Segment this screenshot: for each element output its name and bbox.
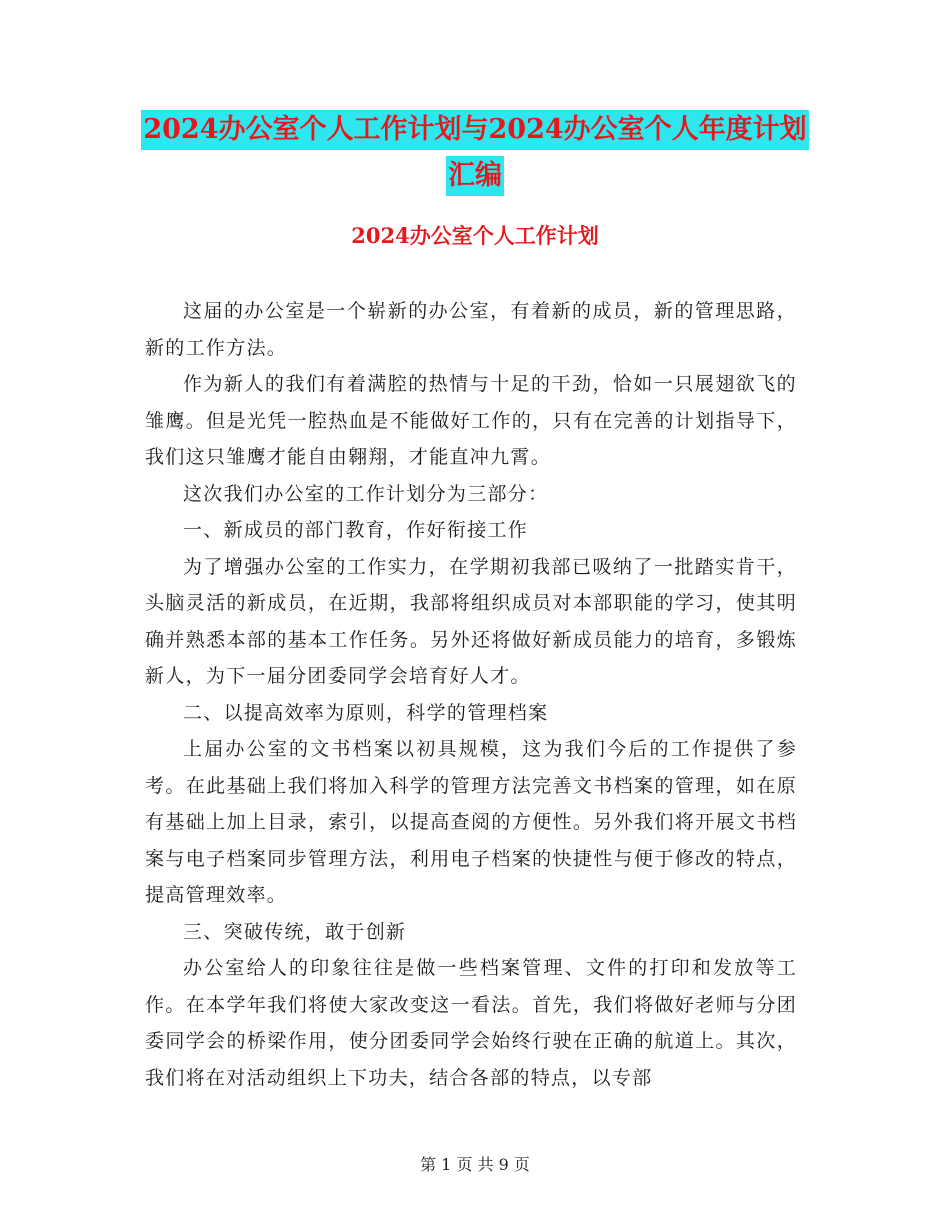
- document-title: [0, 110, 950, 196]
- paragraph: 这次我们办公室的工作计划分为三部分：: [183, 482, 549, 505]
- paragraph: 这届的办公室是一个崭新的办公室，有着新的成员，新的管理思路，新的工作方法。: [145, 300, 797, 359]
- paragraph: 作为新人的我们有着满腔的热情与十足的干劲，恰如一只展翅欲飞的雏鹰。但是光凭一腔热血是不能做好工作的，只有在完善的计划指导下，我们这只雏鹰才能自由翱翔，才能直冲九霄。: [145, 373, 797, 468]
- paragraph: 为了增强办公室的工作实力，在学期初我部已吸纳了一批踏实肯干，头脑灵活的新成员，在近期，我部将组织成员对本部职能的学习，使其明确并熟悉本部的基本工作任务。另外还将做好新成员能力的培育，多锻炼新人，为下一届分团委同学会培育好人才。: [145, 555, 797, 687]
- paragraph-heading: 二、以提高效率为原则，科学的管理档案: [183, 701, 549, 724]
- paragraph-heading: 三、突破传统，敢于创新: [183, 920, 407, 943]
- paragraph: 办公室给人的印象往往是做一些档案管理、文件的打印和发放等工作。在本学年我们将使大家改变这一看法。首先，我们将做好老师与分团委同学会的桥梁作用，使分团委同学会始终行驶在正确的航道上。其次，我们将在对活动组织上下功夫，结合各部的特点，以专部: [145, 957, 797, 1089]
- paragraph-heading: 一、新成员的部门教育，作好衔接工作: [183, 519, 529, 541]
- paragraph: 上届办公室的文书档案以初具规模，这为我们今后的工作提供了参考。在此基础上我们将加入科学的管理方法完善文书档案的管理，如在原有基础上加上目录，索引，以提高查阅的方便性。另外我们将开展文书档案与电子档案同步管理方法，利用电子档案的快捷性与便于修改的特点，提高管理效率。: [145, 738, 797, 906]
- body-text: [145, 293, 797, 1096]
- section-title: 2024办公室个人工作计划: [351, 223, 599, 248]
- page-footer: 第 1 页 共 9 页: [420, 1155, 530, 1174]
- title-line-1: 2024办公室个人工作计划与2024办公室个人年度计划: [141, 110, 808, 150]
- title-line-2: 汇编: [446, 156, 504, 196]
